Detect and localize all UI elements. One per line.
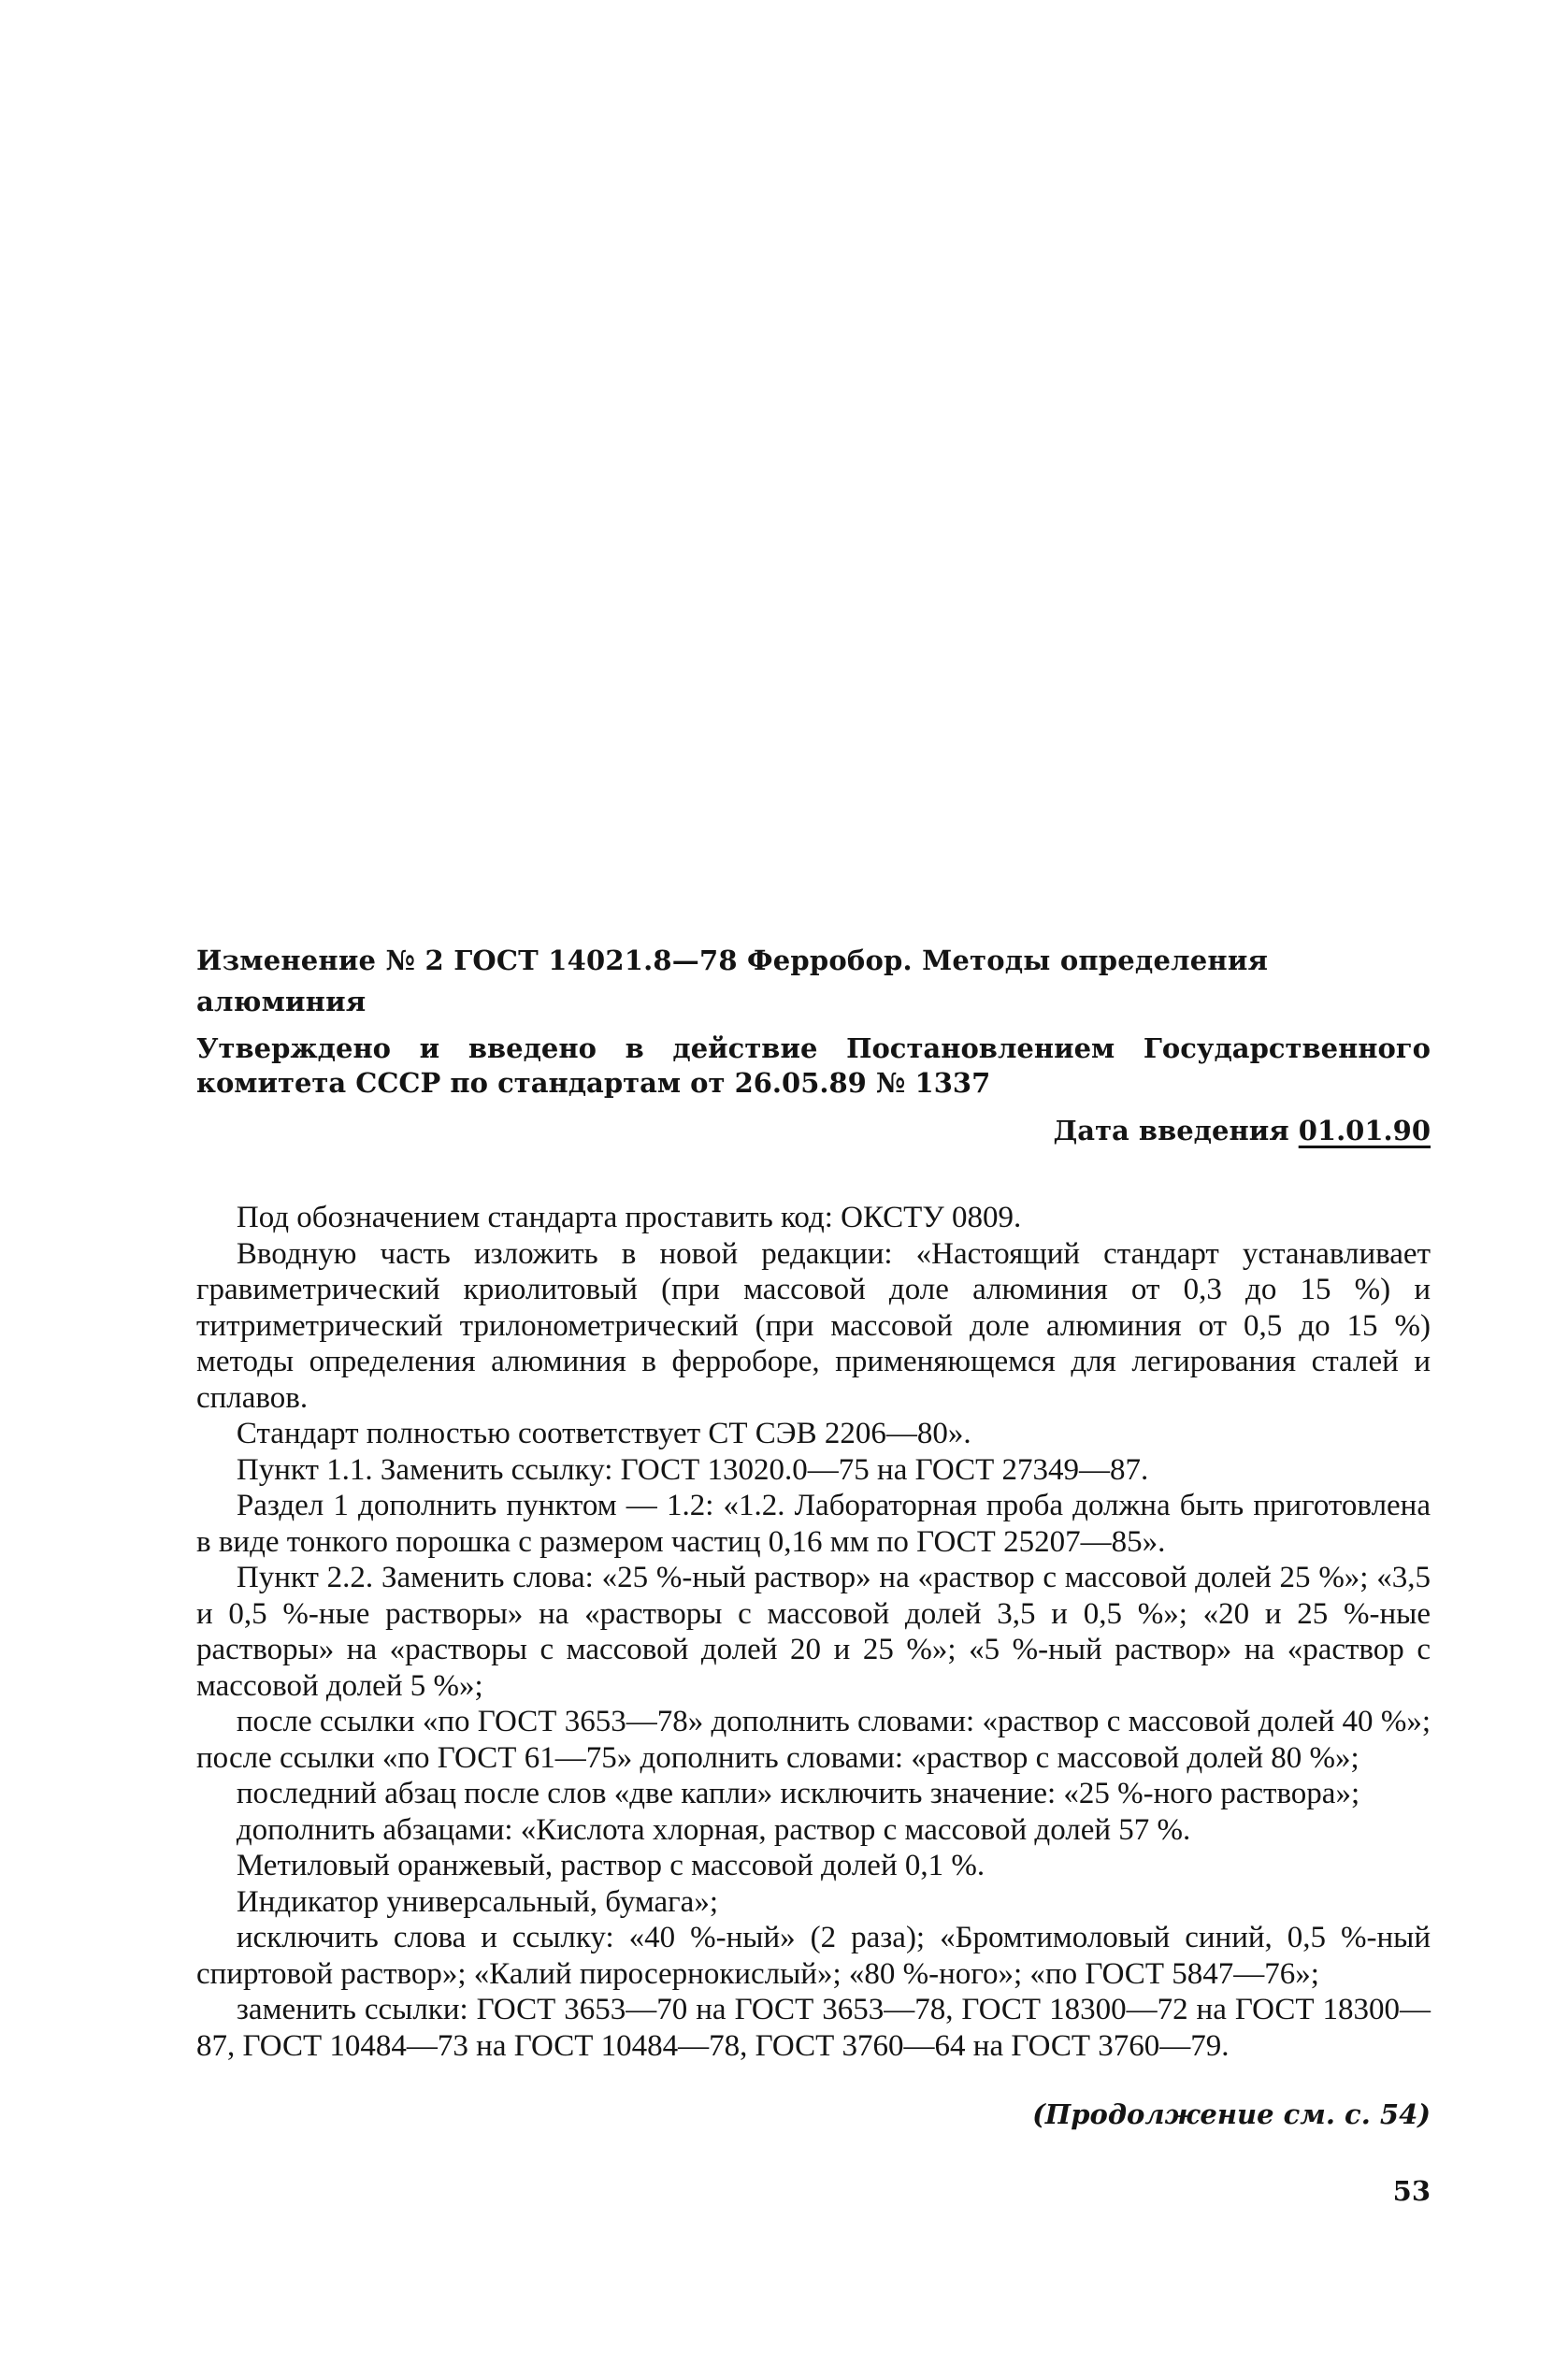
paragraph: исключить слова и ссылку: «40 %-ный» (2 раза); «Бромтимоловый синий, 0,5 %-ный спиртовой раствор»; «Калий пиросернокислый»; «80 %-ного»; «по ГОСТ 5847—76»; bbox=[196, 1921, 1431, 1991]
date-value: 01.01.90 bbox=[1298, 1115, 1431, 1146]
date-label: Дата введения bbox=[1053, 1115, 1289, 1146]
amendment-body bbox=[196, 1200, 1431, 2064]
paragraph: Вводную часть изложить в новой редакции: «Настоящий стандарт устанавливает гравиметрический криолитовый (при массовой доле алюминия от 0,3 до 15 %) и титриметрический трилонометрический (при массовой доле алюминия от 0,5 до 15 %) методы определения алюминия в ферроборе, применяющемся для легирования сталей и сплавов. bbox=[196, 1236, 1431, 1415]
paragraph: Под обозначением стандарта проставить код: ОКСТУ 0809. bbox=[236, 1201, 1022, 1234]
paragraph: Стандарт полностью соответствует СТ СЭВ 2206—80». bbox=[236, 1417, 971, 1450]
document-page bbox=[196, 940, 1431, 2210]
paragraph: последний абзац после слов «две капли» исключить значение: «25 %-ного раствора»; bbox=[236, 1777, 1360, 1810]
paragraph: дополнить абзацами: «Кислота хлорная, раствор с массовой долей 57 %. bbox=[236, 1812, 1191, 1847]
page-number: 53 bbox=[1392, 2175, 1431, 2207]
paragraph: заменить ссылки: ГОСТ 3653—70 на ГОСТ 3653—78, ГОСТ 18300—72 на ГОСТ 18300—87, ГОСТ 10484—73 на ГОСТ 10484—78, ГОСТ 3760—64 на ГОСТ 3760—79. bbox=[196, 1993, 1431, 2063]
amendment-heading: Изменение № 2 ГОСТ 14021.8—78 Ферробор. Методы определения алюминия bbox=[196, 944, 1269, 1017]
paragraph: Пункт 2.2. Заменить слова: «25 %-ный раствор» на «раствор с массовой долей 25 %»; «3,5 и 0,5 %-ные растворы» на «растворы с массовой долей 3,5 и 0,5 %»; «20 и 25 %-ные растворы» на «растворы с массовой долей 20 и 25 %»; «5 %-ный раствор» на «раствор с массовой долей 5 %»; bbox=[196, 1561, 1431, 1703]
paragraph: после ссылки «по ГОСТ 3653—78» дополнить словами: «раствор с массовой долей 40 %»; после ссылки «по ГОСТ 61—75» дополнить словами: «раствор с массовой долей 80 %»; bbox=[196, 1705, 1431, 1775]
approval-statement: Утверждено и введено в действие Постановлением Государственного комитета СССР по стандартам от 26.05.89 № 1337 bbox=[196, 1032, 1431, 1099]
paragraph: Пункт 1.1. Заменить ссылку: ГОСТ 13020.0—75 на ГОСТ 27349—87. bbox=[236, 1452, 1149, 1487]
introduction-date bbox=[196, 1110, 1431, 1151]
paragraph: Индикатор универсальный, бумага»; bbox=[236, 1884, 718, 1919]
paragraph: Метиловый оранжевый, раствор с массовой долей 0,1 %. bbox=[236, 1849, 985, 1882]
continuation-note: (Продолжение см. с. 54) bbox=[1032, 2098, 1431, 2130]
paragraph: Раздел 1 дополнить пунктом — 1.2: «1.2. Лабораторная проба должна быть приготовлена в виде тонкого порошка с размером частиц 0,16 мм по ГОСТ 25207—85». bbox=[196, 1489, 1431, 1559]
